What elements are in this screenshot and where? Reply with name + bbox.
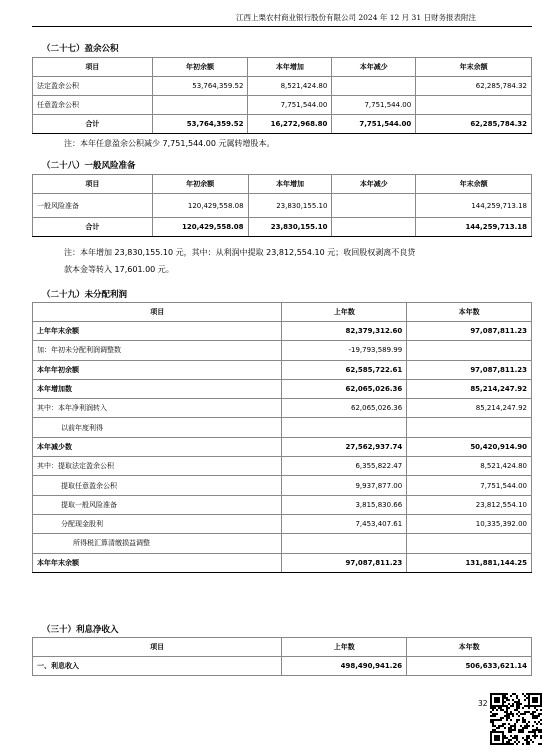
row-label: 分配现金股利 <box>33 514 282 533</box>
cell: 82,379,312.60 <box>282 322 407 341</box>
cell <box>416 96 532 115</box>
cell: 6,355,822.47 <box>282 457 407 476</box>
row-label: 本年减少数 <box>33 437 282 456</box>
cell <box>407 341 532 360</box>
col-header: 项目 <box>33 638 282 657</box>
cell: 62,285,784.32 <box>416 115 532 134</box>
row-label: 法定盈余公积 <box>33 77 153 96</box>
table-row <box>33 96 532 115</box>
section-27-title: （二十七）盈余公积 <box>42 44 119 54</box>
row-label: 本年年末余额 <box>33 553 282 572</box>
table-row <box>33 437 532 456</box>
table-row <box>33 534 532 553</box>
cell: 9,937,877.00 <box>282 476 407 495</box>
cell <box>332 194 416 218</box>
cell: 7,751,544.00 <box>332 115 416 134</box>
cell: 16,272,968.80 <box>248 115 332 134</box>
cell: 7,751,544.00 <box>332 96 416 115</box>
cell <box>332 218 416 237</box>
table-row <box>33 457 532 476</box>
cell: 50,420,914.90 <box>407 437 532 456</box>
cell: -19,793,589.99 <box>282 341 407 360</box>
cell <box>332 77 416 96</box>
table-row-total <box>33 218 532 237</box>
cell: 144,259,713.18 <box>416 218 532 237</box>
row-label: 一、利息收入 <box>33 657 282 676</box>
cell <box>407 534 532 553</box>
cell: 131,881,144.25 <box>407 553 532 572</box>
col-header: 本年增加 <box>248 175 332 194</box>
row-label: 其中：提取法定盈余公积 <box>33 457 282 476</box>
table-row-total <box>33 115 532 134</box>
col-header: 本年增加 <box>248 58 332 77</box>
page-number: 32 <box>478 699 488 708</box>
cell: 3,815,830.66 <box>282 495 407 514</box>
col-header: 年末余额 <box>416 175 532 194</box>
table-general-risk-reserve <box>32 174 532 237</box>
row-label: 上年年末余额 <box>33 322 282 341</box>
section-27-note: 注：本年任意盈余公积减少 7,751,544.00 元属转增股本。 <box>64 139 275 148</box>
cell: 144,259,713.18 <box>416 194 532 218</box>
col-header: 上年数 <box>282 638 407 657</box>
cell <box>152 96 248 115</box>
cell: 62,065,026.36 <box>282 399 407 418</box>
row-label: 任意盈余公积 <box>33 96 153 115</box>
cell: 23,830,155.10 <box>248 194 332 218</box>
col-header: 项目 <box>33 303 282 322</box>
cell: 53,764,359.52 <box>152 115 248 134</box>
cell: 97,087,811.23 <box>407 322 532 341</box>
cell: 23,830,155.10 <box>248 218 332 237</box>
section-29-title: （二十九）未分配利润 <box>42 290 128 300</box>
cell: 8,521,424.80 <box>407 457 532 476</box>
cell: 506,633,621.14 <box>407 657 532 676</box>
col-header: 本年减少 <box>332 58 416 77</box>
col-header: 项目 <box>33 175 153 194</box>
row-label: 本年增加数 <box>33 379 282 398</box>
cell: 85,214,247.92 <box>407 399 532 418</box>
cell: 85,214,247.92 <box>407 379 532 398</box>
row-label: 其中：本年净利润转入 <box>33 399 282 418</box>
section-28-note-line1: 注：本年增加 23,830,155.10 元，其中：从利润中提取 23,812,554.10 元；收回股权剥离不良贷 <box>64 248 416 257</box>
cell <box>407 418 532 437</box>
cell: 120,429,558.08 <box>152 194 248 218</box>
cell: 120,429,558.08 <box>152 218 248 237</box>
table-row <box>33 194 532 218</box>
col-header: 本年数 <box>407 638 532 657</box>
col-header: 年初余额 <box>152 175 248 194</box>
col-header: 本年数 <box>407 303 532 322</box>
cell: 62,285,784.32 <box>416 77 532 96</box>
cell: 10,335,392.00 <box>407 514 532 533</box>
table-undistributed-profit <box>32 302 532 573</box>
row-label: 合计 <box>33 115 153 134</box>
table-row <box>33 77 532 96</box>
table-row <box>33 341 532 360</box>
row-label: 合计 <box>33 218 153 237</box>
cell <box>282 418 407 437</box>
col-header: 上年数 <box>282 303 407 322</box>
cell: 7,453,407.61 <box>282 514 407 533</box>
table-row <box>33 379 532 398</box>
cell: 7,751,544.00 <box>407 476 532 495</box>
section-30-title: （三十）利息净收入 <box>42 625 119 635</box>
row-label: 加：年初未分配利润调整数 <box>33 341 282 360</box>
table-surplus-reserve <box>32 57 532 134</box>
cell: 8,521,424.80 <box>248 77 332 96</box>
cell: 7,751,544.00 <box>248 96 332 115</box>
qr-code-icon <box>490 693 542 745</box>
section-28-note-line2: 款本金等转入 17,601.00 元。 <box>64 265 174 274</box>
table-row <box>33 657 532 676</box>
row-label: 提取任意盈余公积 <box>33 476 282 495</box>
table-row <box>33 322 532 341</box>
cell: 97,087,811.23 <box>407 360 532 379</box>
cell: 53,764,359.52 <box>152 77 248 96</box>
table-net-interest-income <box>32 637 532 676</box>
table-row <box>33 399 532 418</box>
col-header: 本年减少 <box>332 175 416 194</box>
row-label: 所得税汇算清缴损益调整 <box>33 534 282 553</box>
col-header: 年末余额 <box>416 58 532 77</box>
row-label: 一般风险准备 <box>33 194 153 218</box>
section-28-title: （二十八）一般风险准备 <box>42 161 136 171</box>
table-row <box>33 476 532 495</box>
table-row <box>33 495 532 514</box>
page-header: 江西上栗农村商业银行股份有限公司 2024 年 12 月 31 日财务报表附注 <box>236 13 476 22</box>
col-header: 项目 <box>33 58 153 77</box>
cell: 97,087,811.23 <box>282 553 407 572</box>
cell: 62,065,026.36 <box>282 379 407 398</box>
table-row-total <box>33 553 532 572</box>
row-label: 提取一般风险准备 <box>33 495 282 514</box>
col-header: 年初余额 <box>152 58 248 77</box>
table-row <box>33 514 532 533</box>
row-label: 本年年初余额 <box>33 360 282 379</box>
cell: 498,490,941.26 <box>282 657 407 676</box>
cell: 23,812,554.10 <box>407 495 532 514</box>
header-rule <box>32 26 532 27</box>
row-label: 以前年度利得 <box>33 418 282 437</box>
cell: 27,562,937.74 <box>282 437 407 456</box>
table-row <box>33 418 532 437</box>
table-row <box>33 360 532 379</box>
cell <box>282 534 407 553</box>
cell: 62,585,722.61 <box>282 360 407 379</box>
